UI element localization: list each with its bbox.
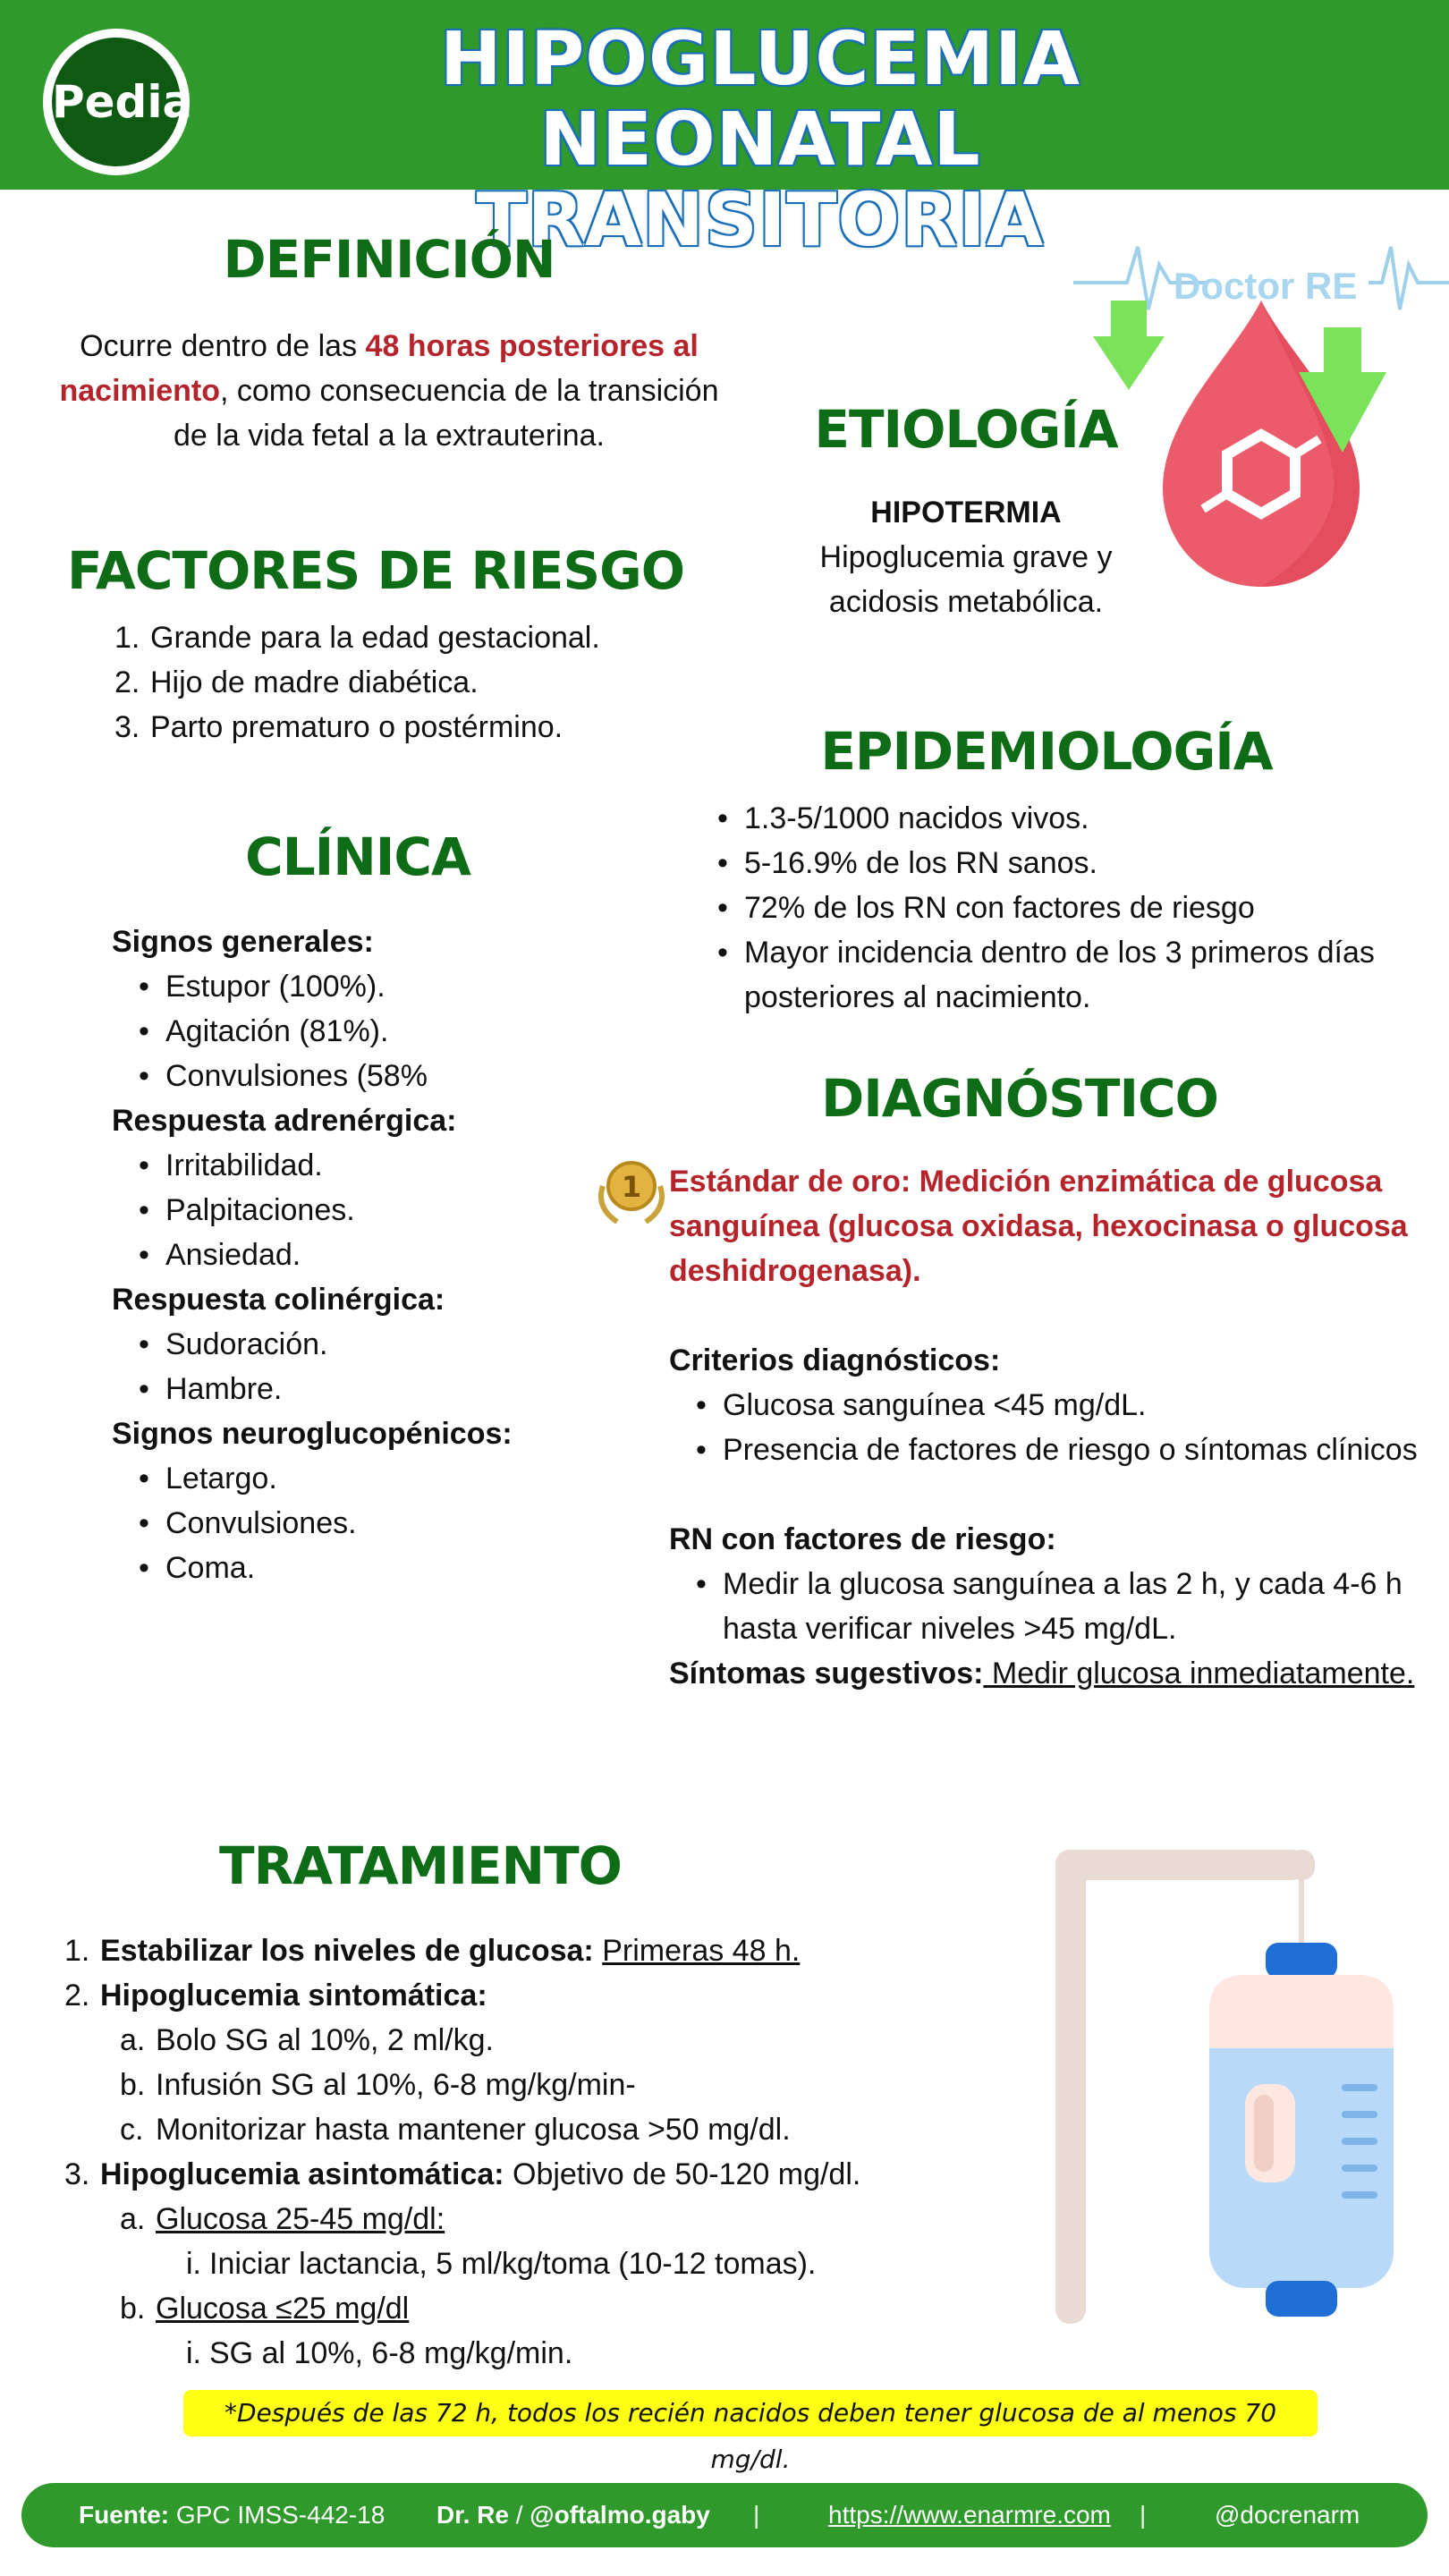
list-item: • Letargo.: [112, 1456, 684, 1501]
list-item: 3. Hipoglucemia asintomática: Objetivo de 50-120 mg/dl.: [64, 2157, 861, 2191]
footer-website-link[interactable]: https://www.enarmre.com: [828, 2501, 1111, 2529]
list-item: 3. Parto prematuro o postérmino.: [114, 710, 564, 744]
clinica-content: [112, 919, 684, 1590]
list-item: • Estupor (100%).: [112, 964, 684, 1009]
etiologia-text: Hipoglucemia grave y acidosis metabólica.: [819, 540, 1113, 619]
clinica-group-heading: Respuesta colinérgica:: [112, 1283, 445, 1317]
list-item: • Coma.: [112, 1546, 684, 1590]
epidemiologia-list: [691, 796, 1424, 1020]
list-item: 2. Hipoglucemia sintomática:: [64, 1979, 487, 2012]
clinica-group-heading: Respuesta adrenérgica:: [112, 1104, 457, 1138]
title-line-2: TRANSITORIA: [476, 178, 1045, 263]
list-item: • Medir la glucosa sanguínea a las 2 h, y cada 4-6 h hasta verificar niveles >45 mg/dL.: [669, 1562, 1429, 1651]
factores-list: [114, 615, 723, 750]
criterios-heading: Criterios diagnósticos:: [669, 1343, 1001, 1377]
footer-author: Dr. Re / @oftalmo.gaby: [436, 2501, 710, 2529]
medal-number: 1: [621, 1170, 642, 1204]
list-item: • Presencia de factores de riesgo o síntomas clínicos: [669, 1428, 1429, 1472]
list-item: • Glucosa sanguínea <45 mg/dL.: [669, 1383, 1429, 1428]
bag-outlet-icon: [1266, 2281, 1337, 2317]
list-item: 1. Estabilizar los niveles de glucosa: Primeras 48 h.: [64, 1934, 801, 1968]
logo-text: Pedia: [52, 38, 181, 166]
note-banner: *Después de las 72 h, todos los recién nacidos deben tener glucosa de al menos 70 mg/dl.: [183, 2390, 1318, 2436]
list-item: • Convulsiones (58%: [112, 1054, 684, 1098]
footer-bar: [21, 2483, 1428, 2547]
gold-medal-icon: [590, 1154, 673, 1229]
sub-item: c. Monitorizar hasta mantener glucosa >50 mg/dl.: [120, 2113, 791, 2147]
tratamiento-content: [64, 1928, 1030, 2376]
sub-sub-item: i. SG al 10%, 6-8 mg/kg/min.: [186, 2336, 573, 2370]
footer-social-handle[interactable]: @docrenarm: [1215, 2501, 1360, 2529]
sub-item: a. Glucosa 25-45 mg/dl:: [120, 2202, 445, 2236]
diagnostico-title: DIAGNÓSTICO: [821, 1068, 1218, 1129]
sintomas-line: Síntomas sugestivos: Medir glucosa inmediatamente.: [669, 1657, 1415, 1690]
definicion-text: Ocurre dentro de las 48 horas posteriores al nacimiento, como consecuencia de la transición de la vida fetal a la extrauterina.: [59, 329, 719, 453]
gold-standard-text: Estándar de oro: Medición enzimática de glucosa sanguínea (glucosa oxidasa, hexocinasa o glucosa deshidrogenasa).: [669, 1165, 1408, 1288]
ecg-line-right-icon: [1368, 247, 1449, 309]
list-item: • 5-16.9% de los RN sanos.: [691, 841, 1424, 886]
etiologia-subtitle: HIPOTERMIA: [870, 496, 1062, 530]
definicion-title: DEFINICIÓN: [223, 229, 555, 290]
list-item: • Irritabilidad.: [112, 1143, 684, 1188]
epidemiologia-title: EPIDEMIOLOGÍA: [820, 721, 1273, 782]
tratamiento-title: TRATAMIENTO: [219, 1835, 622, 1896]
iv-pole-icon: [1055, 1850, 1086, 2324]
list-item: • Hambre.: [112, 1367, 684, 1411]
sub-item: b. Infusión SG al 10%, 6-8 mg/kg/min-: [120, 2068, 636, 2102]
list-item: • Ansiedad.: [112, 1233, 684, 1277]
clinica-group-heading: Signos generales:: [112, 925, 374, 959]
down-arrow-left-icon: [1093, 301, 1165, 390]
clinica-group-heading: Signos neuroglucopénicos:: [112, 1417, 513, 1451]
rn-heading: RN con factores de riesgo:: [669, 1522, 1056, 1556]
etiologia-title: ETIOLOGÍA: [814, 399, 1118, 460]
list-item: • 1.3-5/1000 nacidos vivos.: [691, 796, 1424, 841]
iv-bag-illustration: [1046, 1843, 1404, 2343]
clinica-title: CLÍNICA: [245, 826, 470, 887]
sub-sub-item: i. Iniciar lactancia, 5 ml/kg/toma (10-12 tomas).: [186, 2247, 817, 2281]
footer-source: Fuente: GPC IMSS-442-18: [79, 2501, 386, 2529]
pedia-logo: [43, 29, 193, 175]
title-line-1: HIPOGLUCEMIA NEONATAL: [440, 17, 1080, 182]
diagnostico-criterios: [669, 1338, 1429, 1696]
list-item: • 72% de los RN con factores de riesgo: [691, 886, 1424, 930]
list-item: • Agitación (81%).: [112, 1009, 684, 1054]
definicion-highlight: 48 horas posteriores al nacimiento: [59, 329, 699, 408]
list-item: • Mayor incidencia dentro de los 3 primeros días posteriores al nacimiento.: [691, 930, 1424, 1020]
list-item: 1. Grande para la edad gestacional.: [114, 621, 600, 655]
bag-cap-icon: [1266, 1943, 1337, 1979]
list-item: • Convulsiones.: [112, 1501, 684, 1546]
doctor-re-watermark: Doctor RE: [1174, 265, 1358, 307]
factores-title: FACTORES DE RIESGO: [66, 540, 685, 601]
footer-separator: |: [753, 2501, 760, 2529]
sub-item: b. Glucosa ≤25 mg/dl: [120, 2292, 410, 2326]
list-item: • Palpitaciones.: [112, 1188, 684, 1233]
footer-separator: |: [1140, 2501, 1147, 2529]
list-item: 2. Hijo de madre diabética.: [114, 665, 479, 699]
list-item: • Sudoración.: [112, 1322, 684, 1367]
sub-item: a. Bolo SG al 10%, 2 ml/kg.: [120, 2023, 494, 2057]
